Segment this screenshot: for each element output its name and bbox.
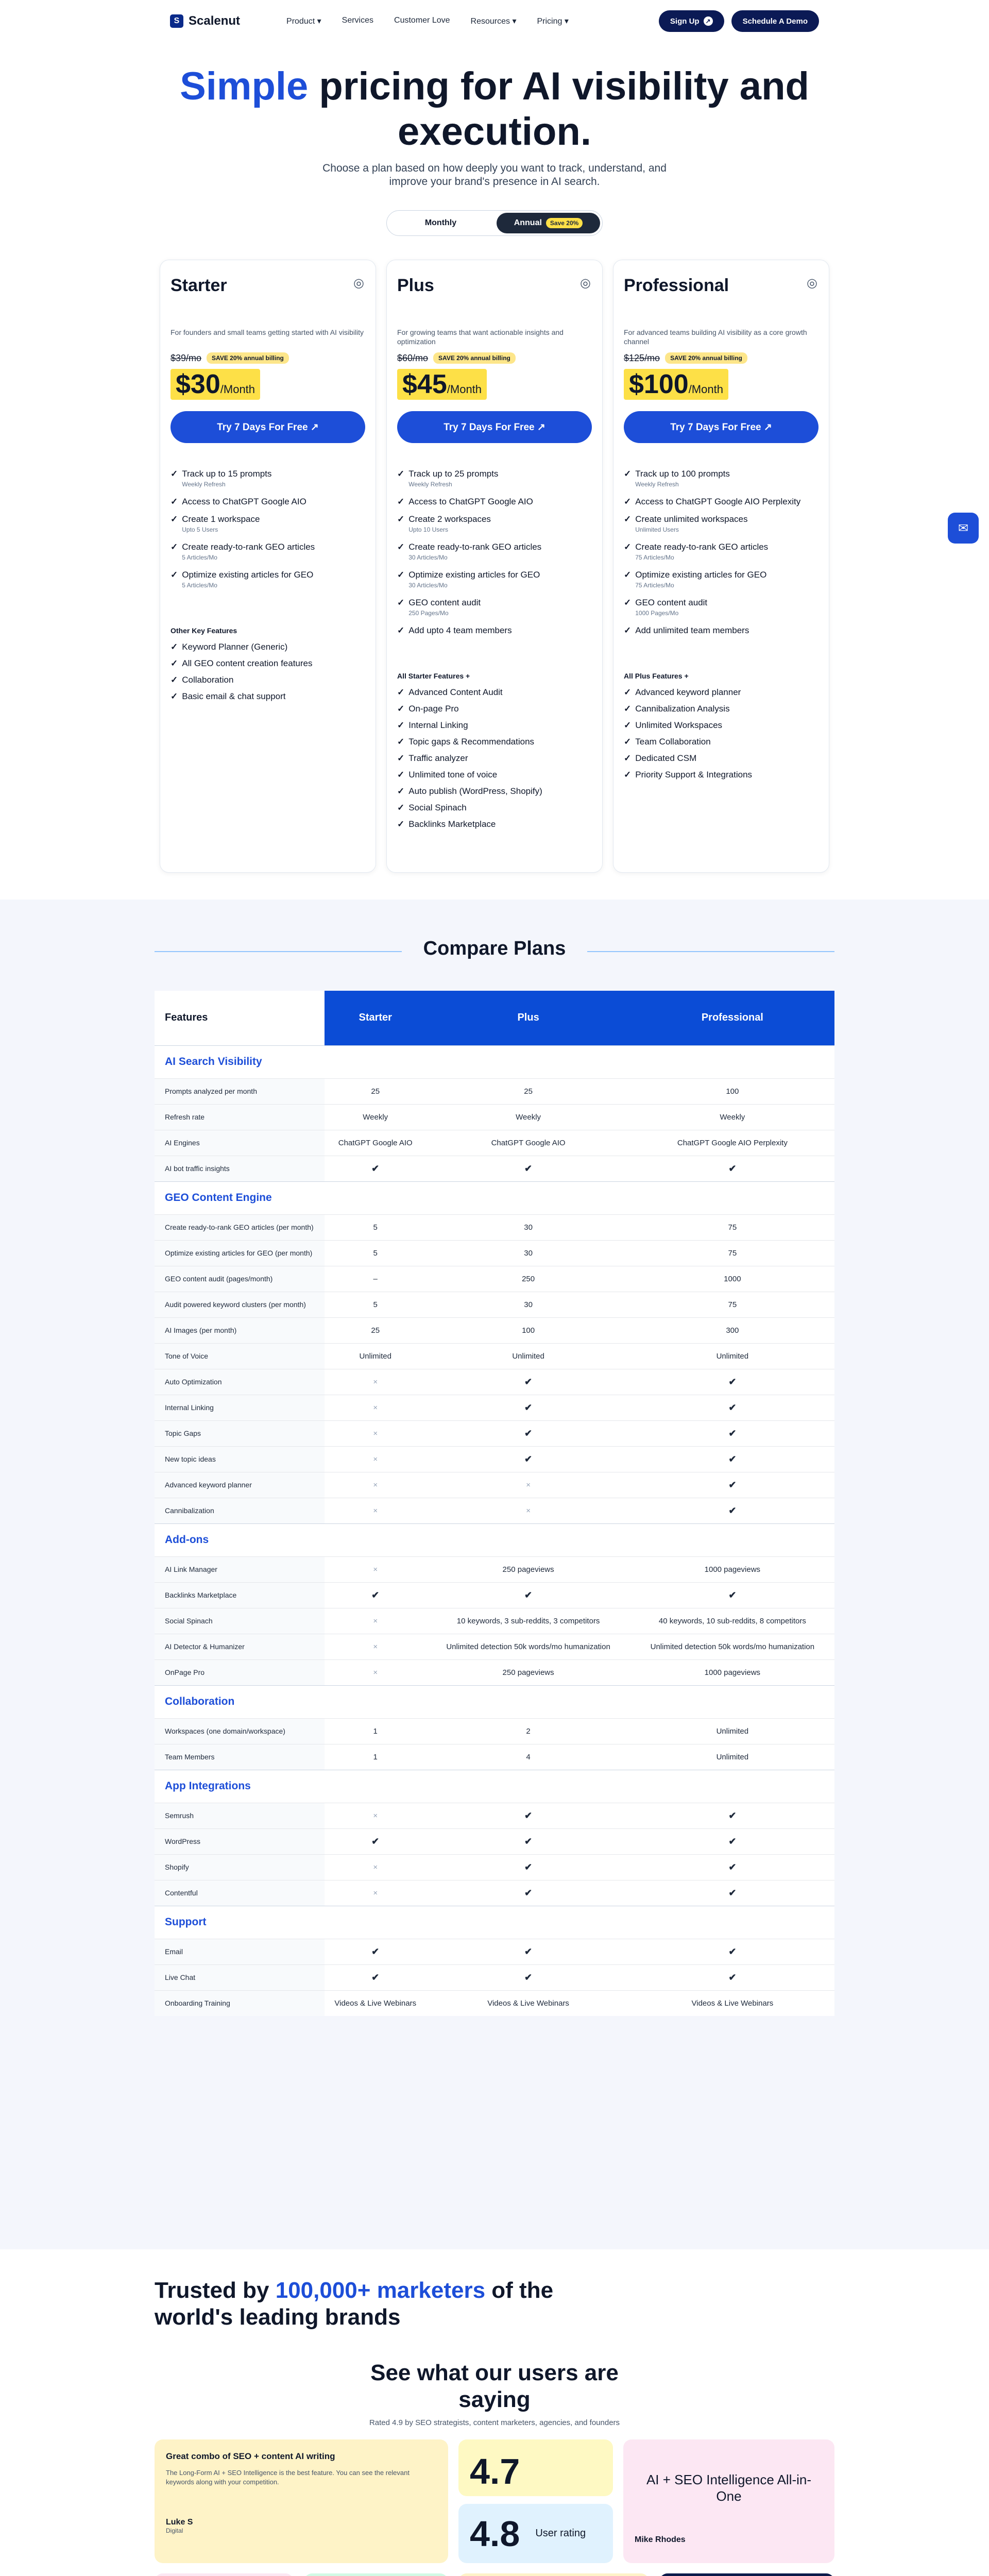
table-cell: Backlinks Marketplace: [155, 1582, 325, 1608]
table-cell: 1: [325, 1744, 426, 1770]
table-cell: ✔: [630, 1446, 834, 1472]
pricing-section: [0, 0, 989, 900]
plan-desc: For founders and small teams getting started with AI visibility: [170, 328, 364, 336]
table-cell: 5: [325, 1214, 426, 1240]
table-cell: 100: [426, 1317, 630, 1343]
plan-name: Starter: [170, 276, 227, 295]
table-row: [155, 1214, 834, 1240]
table-cell: ✔: [630, 1854, 834, 1880]
check-icon: ✓: [624, 469, 632, 479]
hero-subtitle: Choose a plan based on how deeply you want to track, understand, and improve your brand's presence in AI search.: [322, 162, 667, 188]
table-row: [155, 1472, 834, 1498]
feature-item: ✓ Unlimited Workspaces: [624, 720, 723, 730]
table-cell: 25: [325, 1078, 426, 1104]
section-row: App Integrations: [155, 1770, 834, 1803]
table-cell: ✔: [630, 1498, 834, 1523]
plan-card-plus: Plus ◎ For growing teams that want actionable insights and optimization $60/mo SAVE 20% annual billing $45/Month Try 7 Days For Free ↗ ✓ Track up to 25 prompts Weekly Refresh ✓ Access to ChatGPT Google AIO ✓ Create 2 workspaces Upto 10 Users ✓ Create ready-to-rank GEO articles 30 Articles/Mo ✓ Optimize existing articles for GEO 30 Articles/Mo ✓ GEO content audit 250 Pages/Mo ✓ Add upto 4 team members All Starter Features + ✓ Advanced Content Audit ✓ On-page Pro ✓ Internal Linking ✓ Topic gaps & Recommendations ✓ Traffic analyzer ✓ Unlimited tone of voice ✓ Auto publish (WordPress, Shopify) ✓ Social Spinach ✓ Backlinks Marketplace: [386, 260, 603, 873]
feature-item: ✓ Basic email & chat support: [170, 691, 286, 701]
logo-text: Scalenut: [189, 14, 241, 28]
feature-item: ✓ Access to ChatGPT Google AIO: [170, 497, 306, 506]
table-row: [155, 1634, 834, 1659]
try-free-button[interactable]: Try 7 Days For Free ↗: [624, 411, 819, 443]
table-cell: ✔: [426, 1395, 630, 1420]
table-cell: OnPage Pro: [155, 1659, 325, 1685]
table-cell: ×: [426, 1498, 630, 1523]
plan-cards: [160, 260, 829, 873]
table-cell: Unlimited: [426, 1343, 630, 1369]
table-cell: ✔: [325, 1582, 426, 1608]
table-row: [155, 1240, 834, 1266]
table-cell: ✔: [325, 1939, 426, 1964]
try-free-button[interactable]: Try 7 Days For Free ↗: [170, 411, 365, 443]
check-icon: ✓: [170, 675, 178, 685]
table-cell: New topic ideas: [155, 1446, 325, 1472]
table-row: [155, 1420, 834, 1446]
check-icon: ✓: [624, 704, 632, 714]
table-cell: ✔: [325, 1964, 426, 1990]
table-cell: 25: [325, 1317, 426, 1343]
table-cell: ✔: [426, 1582, 630, 1608]
table-cell: 1000: [630, 1266, 834, 1292]
table-cell: Prompts analyzed per month: [155, 1078, 325, 1104]
table-cell: 25: [426, 1078, 630, 1104]
feature-item: ✓ Create ready-to-rank GEO articles 75 Articles/Mo: [624, 542, 819, 563]
check-icon: ✓: [397, 704, 405, 714]
feature-item: ✓ Optimize existing articles for GEO 30 Articles/Mo: [397, 570, 592, 590]
table-cell: –: [325, 1266, 426, 1292]
feature-item: ✓ Social Spinach: [397, 803, 467, 812]
table-cell: ✔: [630, 1828, 834, 1854]
check-icon: ✓: [397, 753, 405, 763]
plan-column-header: Professional: [630, 991, 834, 1045]
check-icon: ✓: [397, 570, 405, 580]
table-cell: 250 pageviews: [426, 1556, 630, 1582]
table-cell: 250: [426, 1266, 630, 1292]
section-row: Support: [155, 1906, 834, 1939]
table-cell: ✔: [325, 1828, 426, 1854]
table-cell: Unlimited: [630, 1343, 834, 1369]
table-row: [155, 1582, 834, 1608]
table-row: [155, 1078, 834, 1104]
table-cell: Contentful: [155, 1880, 325, 1906]
table-row: [155, 1744, 834, 1770]
feature-item: ✓ Auto publish (WordPress, Shopify): [397, 786, 542, 796]
feature-item: ✓ Create ready-to-rank GEO articles 30 Articles/Mo: [397, 542, 592, 563]
table-cell: ×: [325, 1803, 426, 1828]
title-highlight: Simple: [180, 64, 309, 108]
feature-item: ✓ Access to ChatGPT Google AIO Perplexity: [624, 497, 801, 506]
nav-links: [286, 16, 569, 26]
feature-item: ✓ Create ready-to-rank GEO articles 5 Articles/Mo: [170, 542, 365, 563]
compare-title: Compare Plans: [0, 938, 989, 960]
plan-column-header: Plus: [426, 991, 630, 1045]
hero: [0, 42, 989, 236]
plan-icon: ◎: [580, 276, 591, 290]
table-cell: WordPress: [155, 1828, 325, 1854]
table-row: [155, 1828, 834, 1854]
table-cell: ✔: [630, 1369, 834, 1395]
table-cell: ✔: [426, 1803, 630, 1828]
feature-item: ✓ Dedicated CSM: [624, 753, 697, 763]
table-cell: 250 pageviews: [426, 1659, 630, 1685]
say-subtitle: Rated 4.9 by SEO strategists, content marketers, agencies, and founders: [369, 2418, 620, 2427]
feature-item: ✓ GEO content audit 250 Pages/Mo: [397, 598, 592, 618]
feature-item: ✓ Traffic analyzer: [397, 753, 468, 763]
feature-item: ✓ On-page Pro: [397, 704, 459, 714]
table-row: [155, 1854, 834, 1880]
feature-item: ✓ GEO content audit 1000 Pages/Mo: [624, 598, 819, 618]
table-cell: ✔: [630, 1395, 834, 1420]
table-cell: AI Images (per month): [155, 1317, 325, 1343]
check-icon: ✓: [170, 570, 178, 580]
testimonial-card: [155, 2573, 294, 2576]
table-cell: Unlimited: [630, 1718, 834, 1744]
plan-name: Professional: [624, 276, 729, 295]
check-icon: ✓: [397, 720, 405, 730]
check-icon: ✓: [624, 570, 632, 580]
table-row: [155, 1130, 834, 1156]
feature-item: ✓ Advanced keyword planner: [624, 687, 741, 697]
check-icon: ✓: [397, 803, 405, 812]
table-cell: ✔: [426, 1156, 630, 1181]
save-badge: SAVE 20% annual billing: [433, 352, 516, 364]
table-row: [155, 1446, 834, 1472]
chat-widget-icon[interactable]: ✉: [948, 513, 979, 544]
top-nav: [0, 0, 989, 42]
table-cell: ×: [325, 1556, 426, 1582]
table-cell: Unlimited: [630, 1744, 834, 1770]
table-cell: Topic Gaps: [155, 1420, 325, 1446]
table-cell: Advanced keyword planner: [155, 1472, 325, 1498]
feature-item: ✓ Create 2 workspaces Upto 10 Users: [397, 514, 592, 535]
table-cell: Unlimited: [325, 1343, 426, 1369]
table-cell: Videos & Live Webinars: [630, 1990, 834, 2016]
table-row: [155, 1498, 834, 1523]
table-cell: Email: [155, 1939, 325, 1964]
plan-column-header: Starter: [325, 991, 426, 1045]
feature-item: ✓ Create unlimited workspaces Unlimited Users: [624, 514, 819, 535]
table-cell: Semrush: [155, 1803, 325, 1828]
feature-item: ✓ Collaboration: [170, 675, 234, 685]
table-cell: ChatGPT Google AIO: [426, 1130, 630, 1156]
table-cell: 1000 pageviews: [630, 1556, 834, 1582]
table-cell: Shopify: [155, 1854, 325, 1880]
feature-item: ✓ Team Collaboration: [624, 737, 711, 747]
plan-desc: For growing teams that want actionable insights and optimization: [397, 328, 564, 346]
feature-item: ✓ Add upto 4 team members: [397, 625, 512, 635]
check-icon: ✓: [624, 625, 632, 635]
plan-desc: For advanced teams building AI visibility as a core growth channel: [624, 328, 807, 346]
table-cell: 5: [325, 1240, 426, 1266]
table-cell: 30: [426, 1214, 630, 1240]
table-cell: AI Engines: [155, 1130, 325, 1156]
check-icon: ✓: [624, 514, 632, 524]
table-cell: Social Spinach: [155, 1608, 325, 1634]
demo-button[interactable]: Schedule A Demo: [731, 10, 819, 32]
table-row: [155, 1369, 834, 1395]
table-cell: 75: [630, 1214, 834, 1240]
table-cell: ✔: [426, 1420, 630, 1446]
table-cell: ×: [426, 1472, 630, 1498]
table-cell: ✔: [426, 1369, 630, 1395]
table-cell: 75: [630, 1292, 834, 1317]
table-cell: Workspaces (one domain/workspace): [155, 1718, 325, 1744]
check-icon: ✓: [624, 770, 632, 779]
feature-item: ✓ Unlimited tone of voice: [397, 770, 498, 779]
table-row: [155, 1659, 834, 1685]
table-row: [155, 1803, 834, 1828]
table-cell: ×: [325, 1395, 426, 1420]
page-title: Simple pricing for AI visibility and execution.: [180, 64, 809, 154]
check-icon: ✓: [170, 469, 178, 479]
table-cell: 5: [325, 1292, 426, 1317]
table-cell: ×: [325, 1854, 426, 1880]
plan-price: $45/Month: [397, 369, 487, 400]
nav-resources[interactable]: Resources ▾: [470, 17, 517, 26]
table-cell: 1000 pageviews: [630, 1659, 834, 1685]
try-free-button[interactable]: Try 7 Days For Free ↗: [397, 411, 592, 443]
table-cell: ×: [325, 1446, 426, 1472]
feature-item: ✓ Track up to 15 prompts Weekly Refresh: [170, 469, 365, 489]
table-cell: ChatGPT Google AIO: [325, 1130, 426, 1156]
nav-services[interactable]: Services: [342, 16, 374, 25]
table-cell: Unlimited detection 50k words/mo humanization: [630, 1634, 834, 1659]
nav-pricing[interactable]: Pricing ▾: [537, 17, 569, 26]
check-icon: ✓: [397, 737, 405, 747]
check-icon: ✓: [624, 598, 632, 607]
table-cell: 30: [426, 1292, 630, 1317]
feature-item: ✓ Priority Support & Integrations: [624, 770, 753, 779]
table-cell: 4: [426, 1744, 630, 1770]
rating-card: 4.7: [458, 2439, 613, 2496]
feature-item: ✓ Backlinks Marketplace: [397, 819, 496, 829]
table-row: [155, 1990, 834, 2016]
logo[interactable]: [170, 14, 240, 28]
section-row: AI Search Visibility: [155, 1045, 834, 1078]
feature-item: ✓ All GEO content creation features: [170, 658, 313, 668]
check-icon: ✓: [170, 691, 178, 701]
table-cell: AI bot traffic insights: [155, 1156, 325, 1181]
testimonial-card: [304, 2573, 448, 2576]
table-cell: ×: [325, 1498, 426, 1523]
check-icon: ✓: [624, 542, 632, 552]
plan-card-starter: Starter ◎ For founders and small teams getting started with AI visibility $39/mo SAVE 20% annual billing $30/Month Try 7 Days For Free ↗ ✓ Track up to 15 prompts Weekly Refresh ✓ Access to ChatGPT Google AIO ✓ Create 1 workspace Upto 5 Users ✓ Create ready-to-rank GEO articles 5 Articles/Mo ✓ Optimize existing articles for GEO 5 Articles/Mo Other Key Features ✓ Keyword Planner (Generic) ✓ All GEO content creation features ✓ Collaboration ✓ Basic email & chat support: [160, 260, 376, 873]
table-cell: ×: [325, 1634, 426, 1659]
say-title: See what our users are saying: [370, 2360, 619, 2412]
table-cell: ✔: [325, 1156, 426, 1181]
table-cell: Internal Linking: [155, 1395, 325, 1420]
table-row: [155, 1104, 834, 1130]
signup-button[interactable]: Sign Up ↗: [659, 10, 724, 32]
table-cell: ✔: [630, 1420, 834, 1446]
feature-item: ✓ Track up to 25 prompts Weekly Refresh: [397, 469, 592, 489]
table-cell: ✔: [426, 1964, 630, 1990]
check-icon: ✓: [397, 514, 405, 524]
check-icon: ✓: [624, 720, 632, 730]
feature-item: ✓ Optimize existing articles for GEO 75 Articles/Mo: [624, 570, 819, 590]
table-cell: Videos & Live Webinars: [325, 1990, 426, 2016]
check-icon: ✓: [624, 737, 632, 747]
table-cell: ✔: [426, 1939, 630, 1964]
check-icon: ✓: [170, 642, 178, 652]
check-icon: ✓: [397, 497, 405, 506]
plan-price: $30/Month: [170, 369, 260, 400]
table-cell: GEO content audit (pages/month): [155, 1266, 325, 1292]
table-cell: 40 keywords, 10 sub-reddits, 8 competitors: [630, 1608, 834, 1634]
table-cell: ✔: [426, 1880, 630, 1906]
feature-item: ✓ Create 1 workspace Upto 5 Users: [170, 514, 365, 535]
table-row: [155, 1608, 834, 1634]
table-cell: Audit powered keyword clusters (per month): [155, 1292, 325, 1317]
feature-item: ✓ Internal Linking: [397, 720, 468, 730]
feature-item: ✓ Cannibalization Analysis: [624, 704, 730, 714]
table-cell: Tone of Voice: [155, 1343, 325, 1369]
table-cell: ✔: [630, 1964, 834, 1990]
table-cell: 75: [630, 1240, 834, 1266]
nav-customer-love[interactable]: Customer Love: [394, 16, 450, 25]
table-cell: ✔: [630, 1880, 834, 1906]
table-cell: ✔: [426, 1854, 630, 1880]
table-cell: Live Chat: [155, 1964, 325, 1990]
table-row: [155, 1939, 834, 1964]
monthly-option[interactable]: Monthly: [424, 218, 457, 227]
check-icon: ✓: [624, 687, 632, 697]
testimonial-grid: [155, 2439, 834, 2576]
table-cell: ✔: [630, 1156, 834, 1181]
table-row: [155, 1964, 834, 1990]
cta-card: [659, 2573, 834, 2576]
save-badge: Save 20%: [546, 218, 583, 228]
table-row: [155, 1266, 834, 1292]
table-cell: ✔: [630, 1939, 834, 1964]
check-icon: ✓: [624, 497, 632, 506]
table-row: [155, 1156, 834, 1181]
plan-icon: ◎: [353, 276, 364, 290]
plan-icon: ◎: [807, 276, 817, 290]
trusted-heading: Trusted by 100,000+ marketers of the world's leading brands: [155, 2278, 554, 2330]
table-row: [155, 1395, 834, 1420]
plan-name: Plus: [397, 276, 434, 295]
check-icon: ✓: [397, 819, 405, 829]
check-icon: ✓: [170, 514, 178, 524]
table-cell: Create ready-to-rank GEO articles (per month): [155, 1214, 325, 1240]
save-badge: SAVE 20% annual billing: [665, 352, 747, 364]
section-row: Collaboration: [155, 1685, 834, 1718]
table-cell: ✔: [630, 1472, 834, 1498]
feature-item: ✓ Add unlimited team members: [624, 625, 749, 635]
table-cell: 2: [426, 1718, 630, 1744]
table-cell: 300: [630, 1317, 834, 1343]
compare-table: [155, 991, 834, 2016]
check-icon: ✓: [170, 497, 178, 506]
check-icon: ✓: [397, 598, 405, 607]
check-icon: ✓: [397, 469, 405, 479]
table-cell: ×: [325, 1472, 426, 1498]
table-cell: Weekly: [426, 1104, 630, 1130]
table-row: [155, 1718, 834, 1744]
table-cell: Team Members: [155, 1744, 325, 1770]
check-icon: ✓: [624, 753, 632, 763]
table-cell: ×: [325, 1880, 426, 1906]
billing-toggle[interactable]: [386, 210, 603, 236]
table-cell: ×: [325, 1369, 426, 1395]
check-icon: ✓: [397, 625, 405, 635]
testimonial-card: Great combo of SEO + content AI writing The Long-Form AI + SEO Intelligence is the best feature. You can see the relevant keywords along with your competition. Luke S Digital: [155, 2439, 448, 2563]
check-icon: ✓: [397, 542, 405, 552]
table-cell: ✔: [426, 1446, 630, 1472]
check-icon: ✓: [170, 542, 178, 552]
table-cell: 1: [325, 1718, 426, 1744]
table-cell: Optimize existing articles for GEO (per month): [155, 1240, 325, 1266]
testimonials-heading: [0, 2360, 989, 2427]
check-icon: ✓: [397, 770, 405, 779]
table-cell: ×: [325, 1659, 426, 1685]
plan-card-professional: Professional ◎ For advanced teams building AI visibility as a core growth channel $125/mo SAVE 20% annual billing $100/Month Try 7 Days For Free ↗ ✓ Track up to 100 prompts Weekly Refresh ✓ Access to ChatGPT Google AIO Perplexity ✓ Create unlimited workspaces Unlimited Users ✓ Create ready-to-rank GEO articles 75 Articles/Mo ✓ Optimize existing articles for GEO 75 Articles/Mo ✓ GEO content audit 1000 Pages/Mo ✓ Add unlimited team members All Plus Features + ✓ Advanced keyword planner ✓ Cannibalization Analysis ✓ Unlimited Workspaces ✓ Team Collaboration ✓ Dedicated CSM ✓ Priority Support & Integrations: [613, 260, 829, 873]
table-cell: Onboarding Training: [155, 1990, 325, 2016]
feature-item: ✓ Access to ChatGPT Google AIO: [397, 497, 533, 506]
table-row: [155, 1343, 834, 1369]
table-cell: 100: [630, 1078, 834, 1104]
features-header: Features: [155, 991, 325, 1045]
compare-section: [0, 900, 989, 2249]
table-row: [155, 1880, 834, 1906]
table-cell: AI Link Manager: [155, 1556, 325, 1582]
table-row: [155, 1556, 834, 1582]
table-cell: Unlimited detection 50k words/mo humanization: [426, 1634, 630, 1659]
section-row: Add-ons: [155, 1523, 834, 1556]
plan-price: $100/Month: [624, 369, 728, 400]
table-row: [155, 1317, 834, 1343]
testimonial-card: AI + SEO Intelligence All-in-One Mike Rhodes: [623, 2439, 834, 2563]
table-cell: Cannibalization: [155, 1498, 325, 1523]
check-icon: ✓: [170, 658, 178, 668]
logo-icon: S: [170, 14, 183, 28]
rating-card: 4.8 User rating: [458, 2504, 613, 2563]
table-cell: ✔: [630, 1582, 834, 1608]
save-badge: SAVE 20% annual billing: [207, 352, 289, 364]
table-cell: ChatGPT Google AIO Perplexity: [630, 1130, 834, 1156]
arrow-icon: ↗: [704, 16, 713, 26]
testimonial-card: [458, 2573, 649, 2576]
table-cell: Weekly: [325, 1104, 426, 1130]
table-cell: Auto Optimization: [155, 1369, 325, 1395]
feature-item: ✓ Topic gaps & Recommendations: [397, 737, 535, 747]
check-icon: ✓: [397, 687, 405, 697]
table-cell: AI Detector & Humanizer: [155, 1634, 325, 1659]
feature-item: ✓ Track up to 100 prompts Weekly Refresh: [624, 469, 819, 489]
table-cell: Weekly: [630, 1104, 834, 1130]
feature-item: ✓ Keyword Planner (Generic): [170, 642, 288, 652]
annual-option[interactable]: Annual Save 20%: [497, 213, 600, 233]
table-cell: ✔: [426, 1828, 630, 1854]
feature-item: ✓ Advanced Content Audit: [397, 687, 503, 697]
table-row: [155, 1292, 834, 1317]
feature-item: ✓ Optimize existing articles for GEO 5 Articles/Mo: [170, 570, 365, 590]
table-cell: 10 keywords, 3 sub-reddits, 3 competitors: [426, 1608, 630, 1634]
table-cell: ✔: [630, 1803, 834, 1828]
table-cell: 30: [426, 1240, 630, 1266]
table-cell: ×: [325, 1420, 426, 1446]
check-icon: ✓: [397, 786, 405, 796]
table-cell: Refresh rate: [155, 1104, 325, 1130]
table-cell: Videos & Live Webinars: [426, 1990, 630, 2016]
table-cell: ×: [325, 1608, 426, 1634]
section-row: GEO Content Engine: [155, 1181, 834, 1214]
nav-product[interactable]: Product ▾: [286, 17, 321, 26]
